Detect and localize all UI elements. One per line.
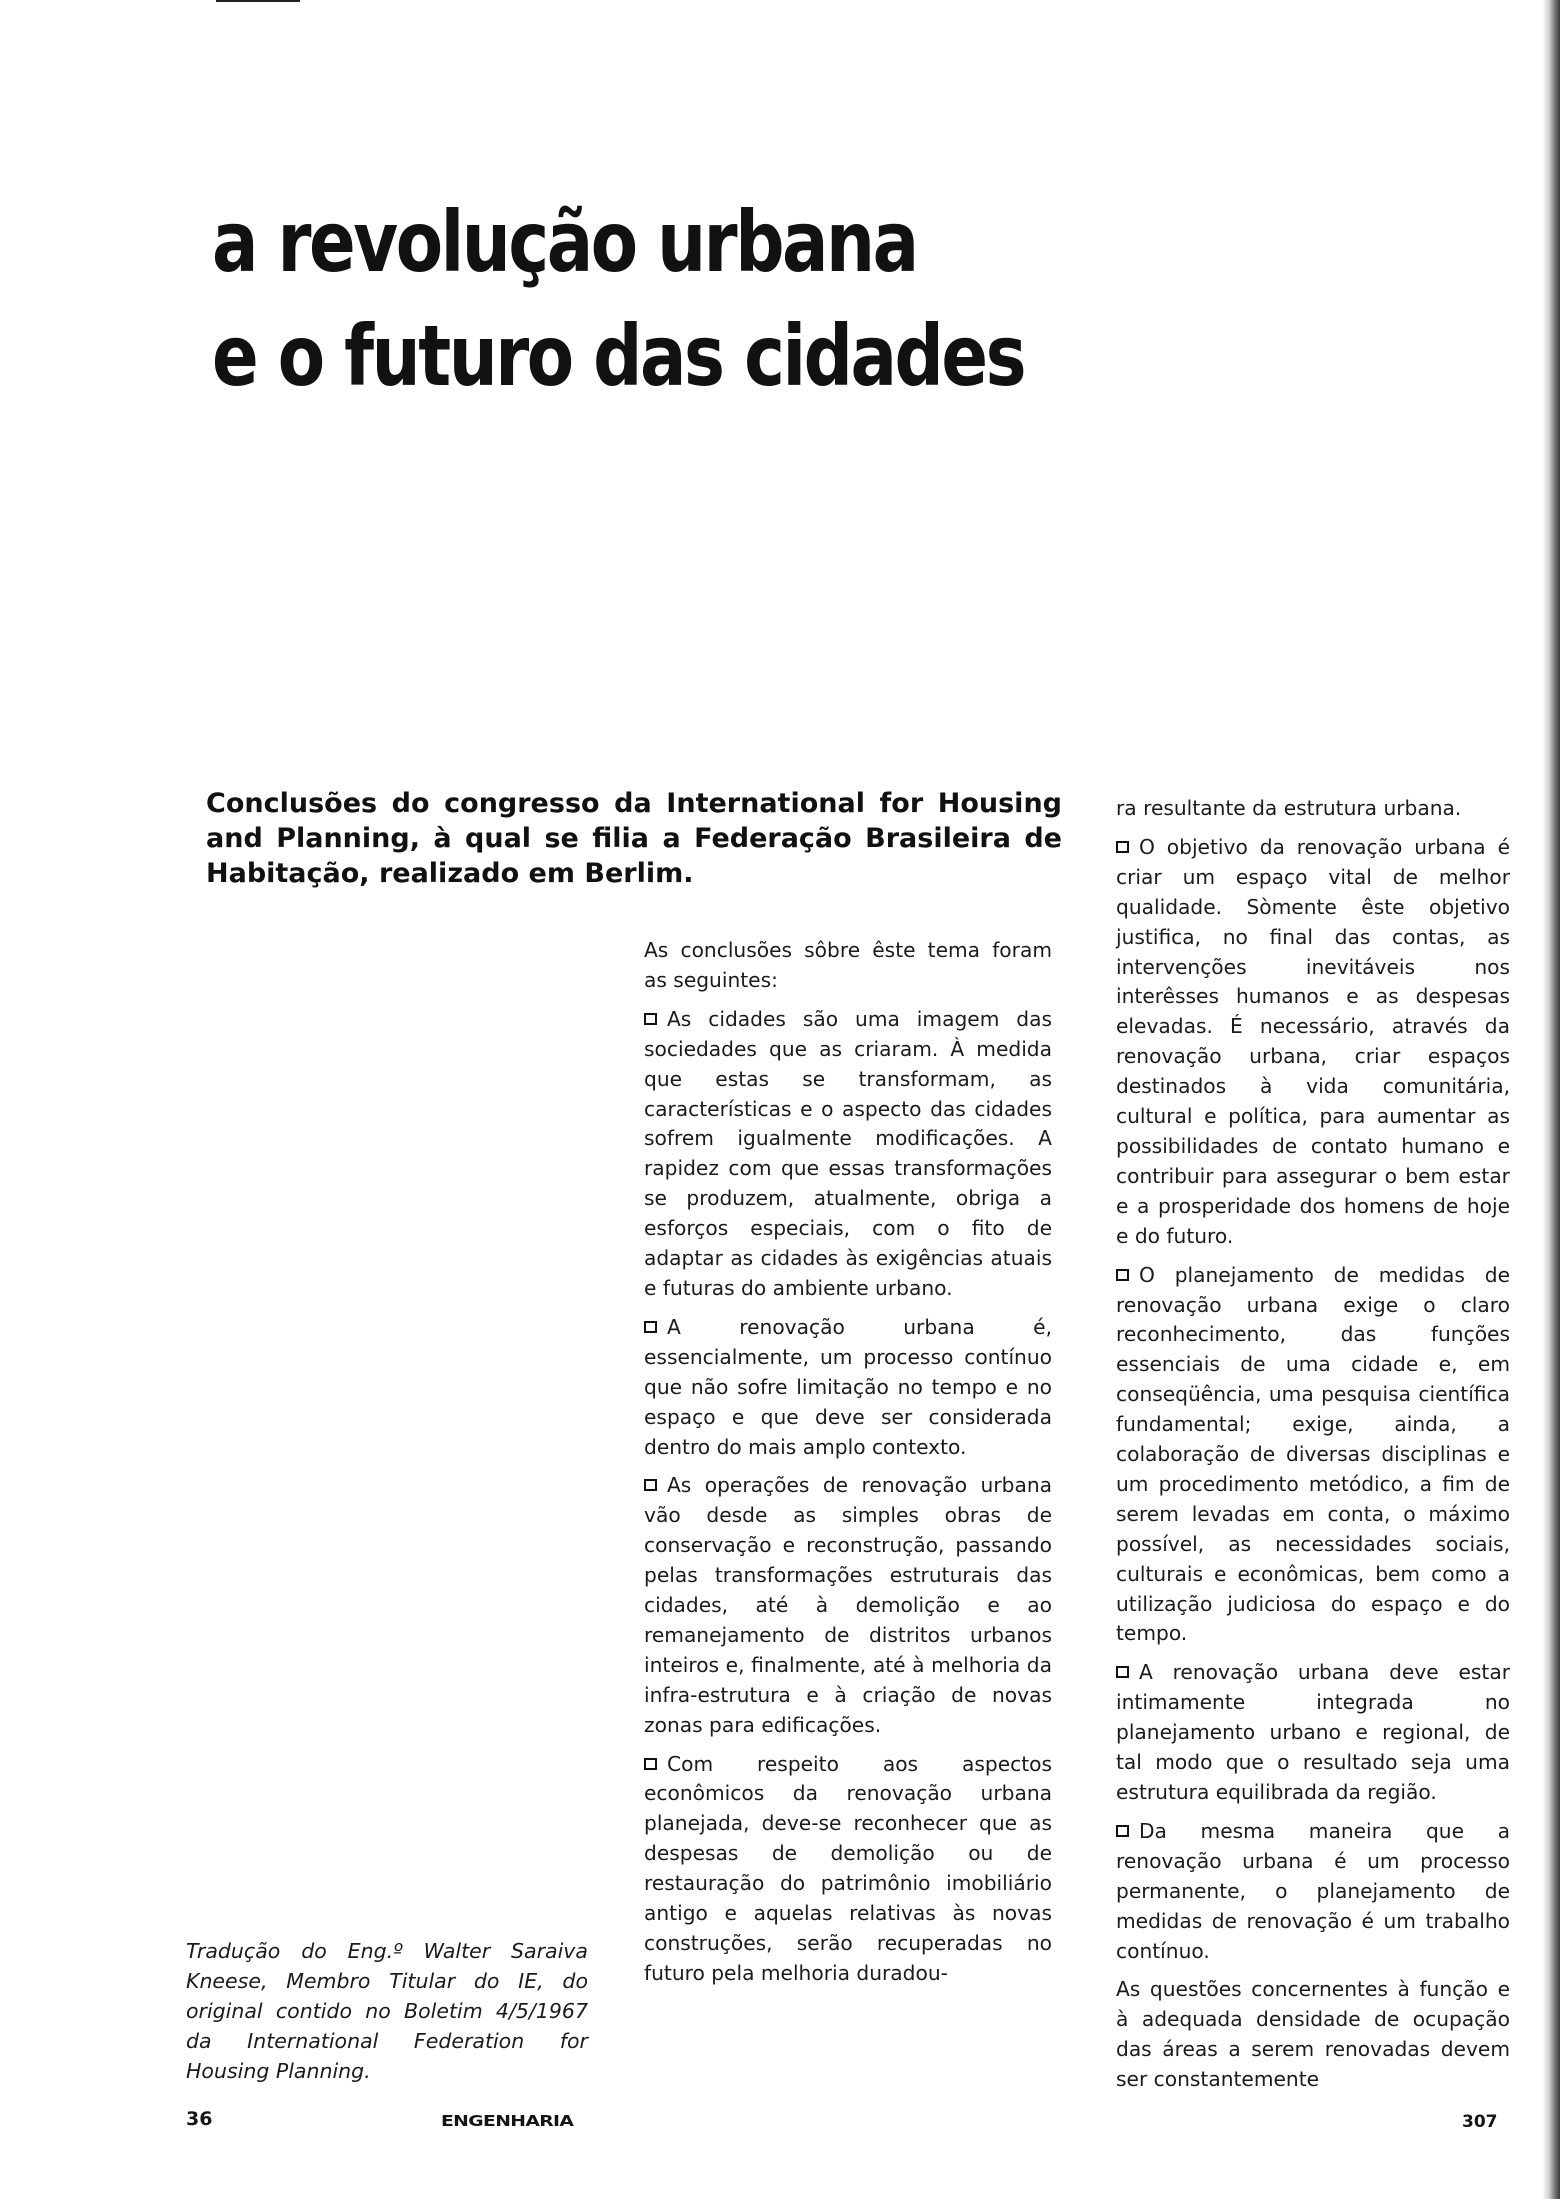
square-bullet-icon [644, 1321, 657, 1333]
conclusion-paragraph: A renovação urbana deve estar intimamente integrada no planejamento urbano e regional, de tal modo que o resultado seja uma estrutura equilibrada da região. [1116, 1660, 1510, 1804]
text-column-right [1116, 794, 1510, 2104]
conclusion-paragraph: Com respeito aos aspectos econômicos da renovação urbana planejada, deve-se reconhecer que as despesas de demolição ou de restauração do patrimônio imobiliário antigo e aquelas relativas às novas construções, serão recuperadas no futuro pela melhoria duradou- [644, 1751, 1052, 1985]
conclusion-paragraph: As operações de renovação urbana vão desde as simples obras de conservação e reconstrução, passando pelas transformações estruturais das cidades, até à demolição e ao remanejamento de distritos urbanos inteiros e, finalmente, até à melhoria da infra-estrutura e à criação de novas zonas para edificações. [644, 1473, 1052, 1737]
square-bullet-icon [1116, 1269, 1129, 1281]
continuation-paragraph: ra resultante da estrutura urbana. [1116, 796, 1462, 820]
translation-credit: Tradução do Eng.º Walter Saraiva Kneese, Membro Titular do IE, do original contido no Boletim 4/5/1967 da International Federation for Housing Planning. [186, 1939, 588, 2083]
article-subtitle: Conclusões do congresso da International for Housing and Planning, à qual se filia a Federação Brasileira de Habitação, realizado em Berlim. [206, 788, 1062, 889]
scan-edge-line [216, 0, 300, 2]
article-title [212, 185, 1024, 413]
closing-paragraph: As questões concernentes à função e à adequada densidade de ocupação das áreas a serem renovadas devem ser constantemente [1116, 1977, 1510, 2092]
intro-paragraph: As conclusões sôbre êste tema foram as seguintes: [644, 938, 1052, 992]
square-bullet-icon [1116, 841, 1129, 853]
square-bullet-icon [644, 1013, 657, 1025]
title-line-2: e o futuro das cidades [212, 307, 1025, 405]
conclusion-paragraph: As cidades são uma imagem das sociedades que as criaram. À medida que estas se transformam, as características e o aspecto das cidades sofrem igualmente modificações. A rapidez com que essas transformações se produzem, atualmente, obriga a esforços especiais, com o fito de adaptar as cidades às exigências atuais e futuras do ambiente urbano. [644, 1006, 1052, 1300]
page-number-left: 36 [186, 2108, 213, 2130]
page-number-right: 307 [1462, 2112, 1498, 2132]
square-bullet-icon [1116, 1666, 1129, 1678]
square-bullet-icon [644, 1479, 657, 1491]
conclusion-paragraph: O planejamento de medidas de renovação urbana exige o claro reconhecimento, das funções essenciais de uma cidade e, em conseqüência, uma pesquisa científica fundamental; exige, ainda, a colaboração de diversas disciplinas e um procedimento metódico, a fim de serem levadas em conta, o máximo possível, as necessidades sociais, culturais e econômicas, bem como a utilização judiciosa do espaço e do tempo. [1116, 1262, 1510, 1646]
binding-shadow [1542, 0, 1560, 2199]
magazine-name: ENGENHARIA [441, 2112, 574, 2130]
square-bullet-icon [1116, 1825, 1129, 1837]
text-column-middle [644, 936, 1052, 1998]
conclusion-paragraph: O objetivo da renovação urbana é criar um espaço vital de melhor qualidade. Sòmente êste objetivo justifica, no final das contas, as intervenções inevitáveis nos interêsses humanos e as despesas elevadas. É necessário, através da renovação urbana, criar espaços destinados à vida comunitária, cultural e política, para aumentar as possibilidades de contato humano e contribuir para assegurar o bem estar e a prosperidade dos homens de hoje e do futuro. [1116, 834, 1510, 1248]
conclusion-paragraph: Da mesma maneira que a renovação urbana é um processo permanente, o planejamento de medidas de renovação é um trabalho contínuo. [1116, 1818, 1510, 1963]
square-bullet-icon [644, 1758, 657, 1770]
conclusion-paragraph: A renovação urbana é, essencialmente, um processo contínuo que não sofre limitação no tempo e no espaço e que deve ser considerada dentro do mais amplo contexto. [644, 1314, 1052, 1459]
title-line-1: a revolução urbana [212, 193, 917, 291]
